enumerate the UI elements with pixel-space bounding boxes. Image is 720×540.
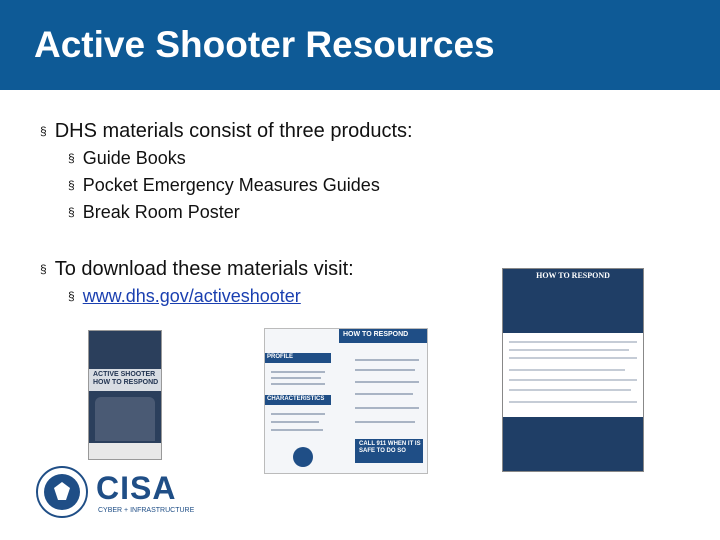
bullet-text: DHS materials consist of three products: (54, 120, 413, 142)
text-line (271, 383, 325, 385)
bullet-text: Guide Books (82, 148, 186, 168)
bullet-marker: § (68, 178, 75, 192)
crowd-silhouette (95, 397, 155, 441)
bullet-products-intro (40, 120, 413, 143)
call-text: CALL 911 WHEN IT IS SAFE TO DO SO (359, 441, 421, 454)
bullet-product-1 (68, 148, 186, 169)
cover-title: ACTIVE SHOOTER HOW TO RESPOND (93, 371, 159, 386)
bullet-marker: § (68, 205, 75, 219)
text-line (509, 379, 637, 381)
text-line (509, 401, 637, 403)
slide-title: Active Shooter Resources (34, 24, 495, 65)
profile-label: PROFILE (267, 354, 294, 360)
bullet-download-intro (40, 258, 354, 281)
text-line (271, 429, 323, 431)
text-line (271, 377, 321, 379)
characteristics-label: CHARACTERISTICS (267, 396, 325, 402)
text-line (355, 393, 413, 395)
text-line (355, 421, 415, 423)
text-line (355, 381, 419, 383)
bullet-text: Pocket Emergency Measures Guides (82, 175, 380, 195)
break-room-poster-image (502, 268, 644, 472)
text-line (355, 369, 415, 371)
text-line (271, 371, 325, 373)
bullet-marker: § (68, 151, 75, 165)
poster-footer (503, 417, 643, 471)
cisa-logo-text: CISA (96, 470, 177, 506)
poster-title: HOW TO RESPOND (536, 271, 610, 280)
guide-book-image (88, 330, 162, 460)
text-line (509, 357, 637, 359)
dhs-seal-icon (36, 466, 88, 518)
bullet-marker: § (68, 289, 75, 303)
bullet-marker: § (40, 124, 47, 138)
bullet-text: Break Room Poster (82, 202, 240, 222)
text-line (509, 389, 631, 391)
dhs-seal-icon (293, 447, 313, 467)
text-line (271, 421, 319, 423)
download-link[interactable]: www.dhs.gov/activeshooter (82, 286, 301, 306)
bullet-marker: § (40, 262, 47, 276)
cisa-logo-subtext: CYBER + INFRASTRUCTURE (98, 507, 195, 514)
bullet-text: To download these materials visit: (54, 258, 354, 280)
pocket-guide-image (264, 328, 428, 474)
bullet-download-link[interactable] (68, 286, 301, 307)
bullet-product-2 (68, 175, 380, 196)
text-line (355, 407, 419, 409)
bullet-product-3 (68, 202, 240, 223)
text-line (509, 369, 625, 371)
pocket-header-text: HOW TO RESPOND (343, 331, 409, 338)
text-line (271, 413, 325, 415)
text-line (355, 359, 419, 361)
text-line (509, 349, 629, 351)
cover-footer (89, 443, 161, 459)
text-line (509, 341, 637, 343)
